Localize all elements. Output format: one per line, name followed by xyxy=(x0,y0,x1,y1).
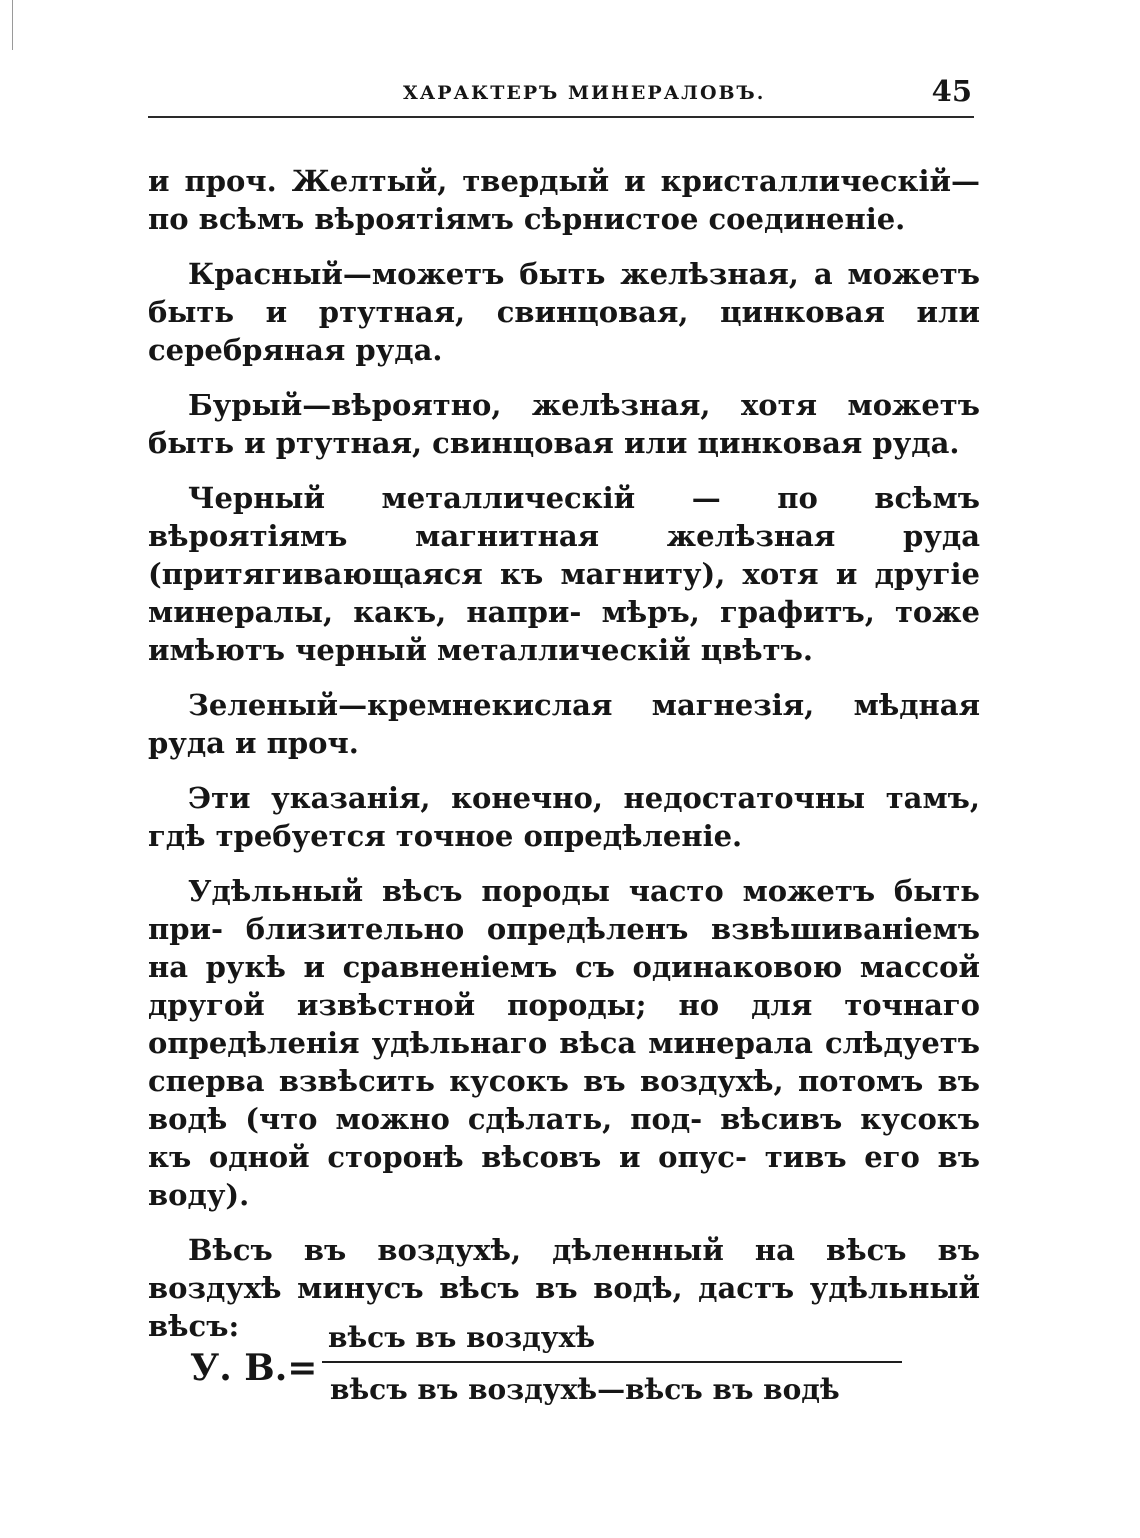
specific-gravity-formula xyxy=(190,1318,910,1418)
paragraph-red: Красный—можетъ быть желѣзная, а можетъ быть и ртутная, свинцовая, цинковая или серебряная руда. xyxy=(148,257,980,367)
page-edge-line xyxy=(12,0,13,50)
paragraph-black-metallic: Черный металлическій — по всѣмъ вѣроятіямъ магнитная желѣзная руда (притягивающаяся къ магниту), хотя и другіе минералы, какъ, напри- мѣръ, графитъ, тоже имѣютъ черный металлическій цвѣтъ. xyxy=(148,481,980,667)
paragraph-indications: Эти указанія, конечно, недостаточны тамъ, гдѣ требуется точное опредѣленіе. xyxy=(148,781,980,853)
paragraph-yellow-continued: и проч. Желтый, твердый и кристаллическій—по всѣмъ вѣроятіямъ сѣрнистое соединеніе. xyxy=(148,164,980,236)
paragraph-green: Зеленый—кремнекислая магнезія, мѣдная руда и проч. xyxy=(148,688,980,760)
formula-fraction xyxy=(322,1318,902,1418)
running-head-title: ХАРАКТЕРЪ МИНЕРАЛОВЪ. xyxy=(403,82,766,104)
paragraph-brown: Бурый—вѣроятно, желѣзная, хотя можетъ быть и ртутная, свинцовая или цинковая руда. xyxy=(148,388,980,460)
fraction-bar xyxy=(322,1361,902,1363)
formula-numerator: вѣсъ въ воздухѣ xyxy=(328,1321,596,1354)
paragraph-formula-intro: Вѣсъ въ воздухѣ, дѣленный на вѣсъ въ воздухѣ минусъ вѣсъ въ водѣ, дастъ удѣльный вѣсъ: xyxy=(148,1233,980,1343)
header-rule xyxy=(148,116,974,118)
paragraph-specific-gravity: Удѣльный вѣсъ породы часто можетъ быть при- близительно опредѣленъ взвѣшиваніемъ на рукѣ и сравненіемъ съ одинаковою массой другой извѣстной породы; но для точнаго опредѣленія удѣльнаго вѣса минерала слѣдуетъ сперва взвѣсить кусокъ въ воздухѣ, потомъ въ водѣ (что можно сдѣлать, под- вѣсивъ кусокъ къ одной сторонѣ вѣсовъ и опус- тивъ его въ воду). xyxy=(148,874,980,1212)
formula-lhs: У. В.= xyxy=(190,1347,318,1389)
running-head xyxy=(148,70,974,118)
formula-denominator: вѣсъ въ воздухѣ—вѣсъ въ водѣ xyxy=(330,1373,840,1406)
body-text xyxy=(148,162,980,1362)
page-number: 45 xyxy=(931,74,972,108)
